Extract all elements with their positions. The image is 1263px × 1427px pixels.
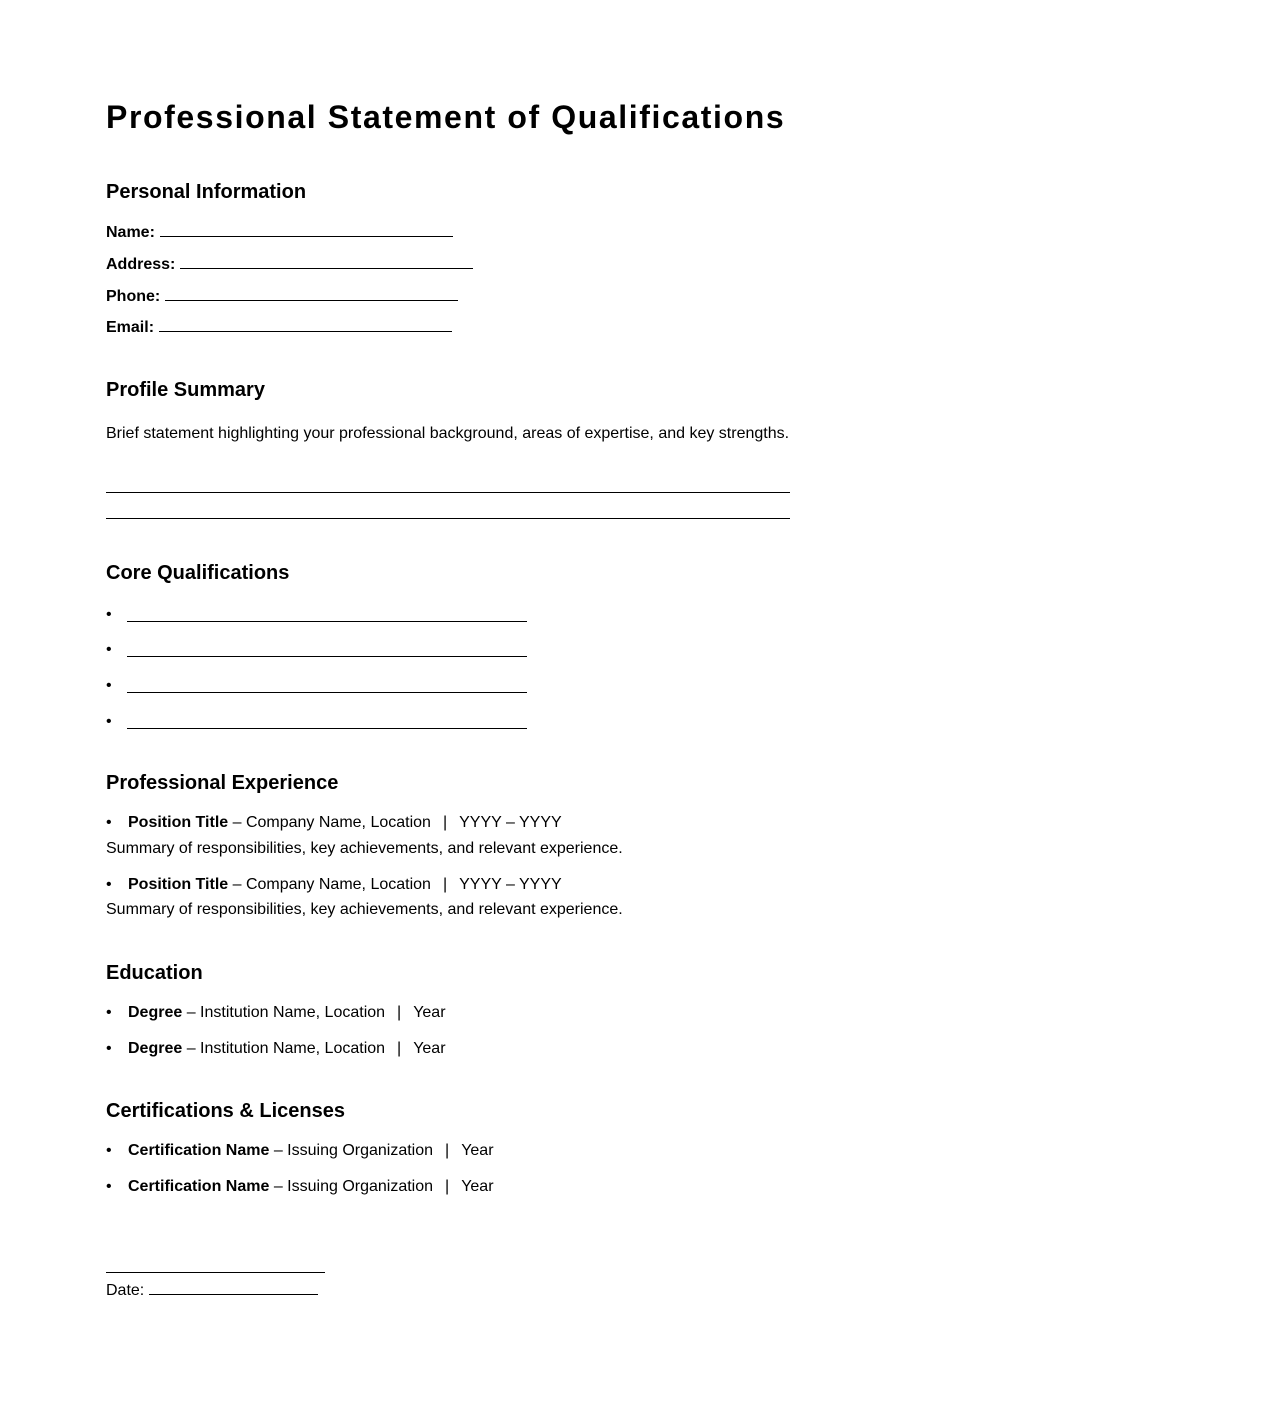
experience-summary: Summary of responsibilities, key achievements, and relevant experience. [106, 901, 623, 918]
institution: – Institution Name, Location [186, 1040, 386, 1057]
email-blank[interactable] [159, 317, 452, 332]
date-field [106, 1280, 318, 1301]
separator: | [445, 1142, 450, 1159]
dates: YYYY – YYYY [459, 814, 562, 831]
separator: | [442, 876, 448, 893]
degree: Degree [128, 1004, 183, 1021]
bullet: • [106, 1142, 112, 1159]
dates: YYYY – YYYY [459, 876, 562, 893]
profile-summary-heading: Profile Summary [106, 379, 265, 401]
core-line-3[interactable] [127, 692, 527, 693]
phone-label: Phone: [106, 288, 161, 305]
separator: | [442, 814, 448, 831]
address-label: Address: [106, 256, 176, 273]
core-line-1[interactable] [127, 621, 527, 622]
year: Year [413, 1040, 446, 1057]
date-label: Date: [106, 1282, 145, 1299]
name-field [106, 222, 453, 243]
education-item [106, 1039, 446, 1059]
institution: – Institution Name, Location [186, 1004, 386, 1021]
experience-item [106, 875, 562, 895]
profile-line-2[interactable] [106, 518, 790, 519]
year: Year [461, 1178, 494, 1195]
email-label: Email: [106, 319, 155, 336]
name-blank[interactable] [160, 222, 453, 237]
separator: | [445, 1178, 450, 1195]
bullet: • [106, 876, 112, 893]
email-field [106, 317, 452, 338]
degree: Degree [128, 1040, 183, 1057]
year: Year [413, 1004, 446, 1021]
separator: | [397, 1040, 402, 1057]
page-title: Professional Statement of Qualifications [106, 99, 786, 135]
company-location: – Company Name, Location [232, 876, 431, 893]
bullet: • [106, 1004, 112, 1021]
year: Year [461, 1142, 494, 1159]
date-blank[interactable] [149, 1280, 318, 1295]
certification-name: Certification Name [128, 1178, 270, 1195]
bullet: • [106, 1040, 112, 1057]
core-line-2[interactable] [127, 656, 527, 657]
core-bullet-3: • [106, 677, 112, 694]
education-heading: Education [106, 962, 203, 984]
profile-summary-text: Brief statement highlighting your professional background, areas of expertise, and key strengths. [106, 425, 790, 442]
address-field [106, 254, 473, 275]
education-item [106, 1003, 446, 1023]
name-label: Name: [106, 224, 155, 241]
core-line-4[interactable] [127, 728, 527, 729]
address-blank[interactable] [180, 254, 473, 269]
issuing-org: – Issuing Organization [273, 1142, 434, 1159]
experience-summary: Summary of responsibilities, key achievements, and relevant experience. [106, 840, 623, 857]
separator: | [397, 1004, 402, 1021]
certification-name: Certification Name [128, 1142, 270, 1159]
core-bullet-1: • [106, 606, 112, 623]
phone-field [106, 286, 458, 307]
experience-item [106, 813, 562, 833]
personal-info-heading: Personal Information [106, 181, 307, 203]
company-location: – Company Name, Location [232, 814, 431, 831]
core-bullet-2: • [106, 641, 112, 658]
profile-line-1[interactable] [106, 492, 790, 493]
experience-heading: Professional Experience [106, 772, 339, 794]
position-title: Position Title [128, 876, 229, 893]
certification-item [106, 1177, 494, 1197]
bullet: • [106, 1178, 112, 1195]
certifications-heading: Certifications & Licenses [106, 1100, 345, 1122]
certification-item [106, 1141, 494, 1161]
position-title: Position Title [128, 814, 229, 831]
core-bullet-4: • [106, 713, 112, 730]
phone-blank[interactable] [165, 286, 458, 301]
core-qualifications-heading: Core Qualifications [106, 562, 290, 584]
bullet: • [106, 814, 112, 831]
issuing-org: – Issuing Organization [273, 1178, 434, 1195]
signature-line[interactable] [106, 1272, 325, 1273]
